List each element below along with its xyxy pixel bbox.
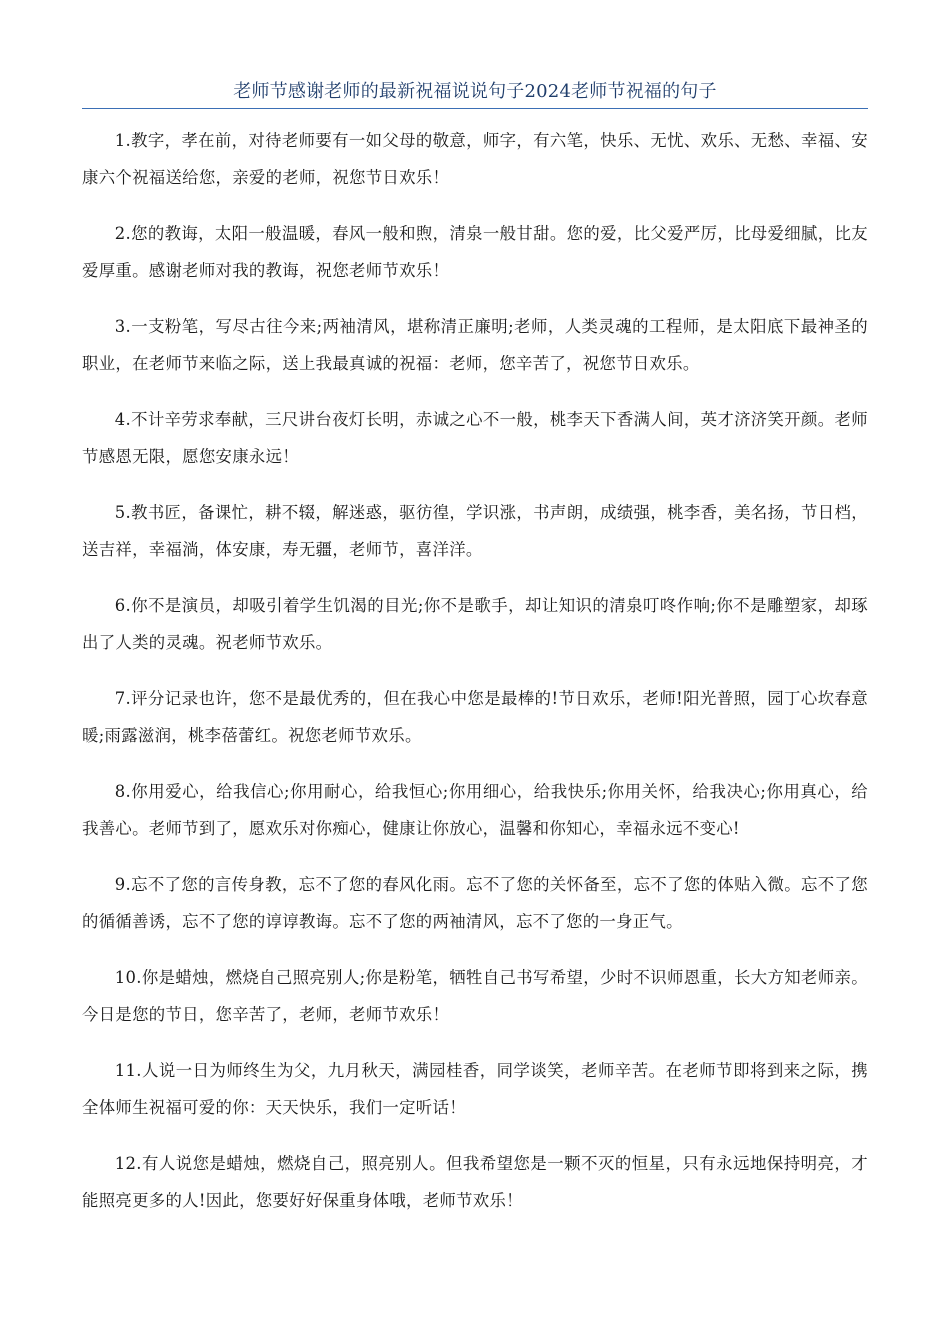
blessing-item-12: 12.有人说您是蜡烛，燃烧自己，照亮别人。但我希望您是一颗不灭的恒星，只有永远地保持明亮，才能照亮更多的人!因此，您要好好保重身体哦，老师节欢乐！ <box>82 1154 868 1210</box>
blessing-item-7: 7.评分记录也许，您不是最优秀的，但在我心中您是最棒的!节日欢乐，老师!阳光普照，园丁心坎春意暖;雨露滋润，桃李蓓蕾红。祝您老师节欢乐。 <box>82 689 868 745</box>
blessing-item-8: 8.你用爱心，给我信心;你用耐心，给我恒心;你用细心，给我快乐;你用关怀，给我决心;你用真心，给我善心。老师节到了，愿欢乐对你痴心，健康让你放心，温馨和你知心，幸福永远不变心! <box>82 782 868 838</box>
blessing-item-5: 5.教书匠，备课忙，耕不辍，解迷惑，驱彷徨，学识涨，书声朗，成绩强，桃李香，美名扬，节日档，送吉祥，幸福淌，体安康，寿无疆，老师节，喜洋洋。 <box>82 503 868 559</box>
blessing-item-11: 11.人说一日为师终生为父，九月秋天，满园桂香，同学谈笑，老师辛苦。在老师节即将到来之际，携全体师生祝福可爱的你：天天快乐，我们一定听话！ <box>82 1061 868 1117</box>
blessing-item-4: 4.不计辛劳求奉献，三尺讲台夜灯长明，赤诚之心不一般，桃李天下香满人间，英才济济笑开颜。老师节感恩无限，愿您安康永远！ <box>82 410 868 466</box>
blessing-list <box>82 122 868 1219</box>
blessing-item-10: 10.你是蜡烛，燃烧自己照亮别人;你是粉笔，牺牲自己书写希望，少时不识师恩重，长大方知老师亲。今日是您的节日，您辛苦了，老师，老师节欢乐！ <box>82 968 868 1024</box>
blessing-item-9: 9.忘不了您的言传身教，忘不了您的春风化雨。忘不了您的关怀备至，忘不了您的体贴入微。忘不了您的循循善诱，忘不了您的谆谆教诲。忘不了您的两袖清风，忘不了您的一身正气。 <box>82 875 868 931</box>
blessing-item-2: 2.您的教诲，太阳一般温暖，春风一般和煦，清泉一般甘甜。您的爱，比父爱严厉，比母爱细腻，比友爱厚重。感谢老师对我的教诲，祝您老师节欢乐！ <box>82 224 868 280</box>
blessing-item-1: 1.教字，孝在前，对待老师要有一如父母的敬意，师字，有六笔，快乐、无忧、欢乐、无愁、幸福、安康六个祝福送给您，亲爱的老师，祝您节日欢乐！ <box>82 131 868 187</box>
blessing-item-6: 6.你不是演员，却吸引着学生饥渴的目光;你不是歌手，却让知识的清泉叮咚作响;你不是雕塑家，却琢出了人类的灵魂。祝老师节欢乐。 <box>82 596 868 652</box>
blessing-item-3: 3.一支粉笔，写尽古往今来;两袖清风，堪称清正廉明;老师，人类灵魂的工程师，是太阳底下最神圣的职业，在老师节来临之际，送上我最真诚的祝福：老师，您辛苦了，祝您节日欢乐。 <box>82 317 868 373</box>
document-page <box>82 78 868 1238</box>
document-title: 老师节感谢老师的最新祝福说说句子2024老师节祝福的句子 <box>82 78 868 109</box>
